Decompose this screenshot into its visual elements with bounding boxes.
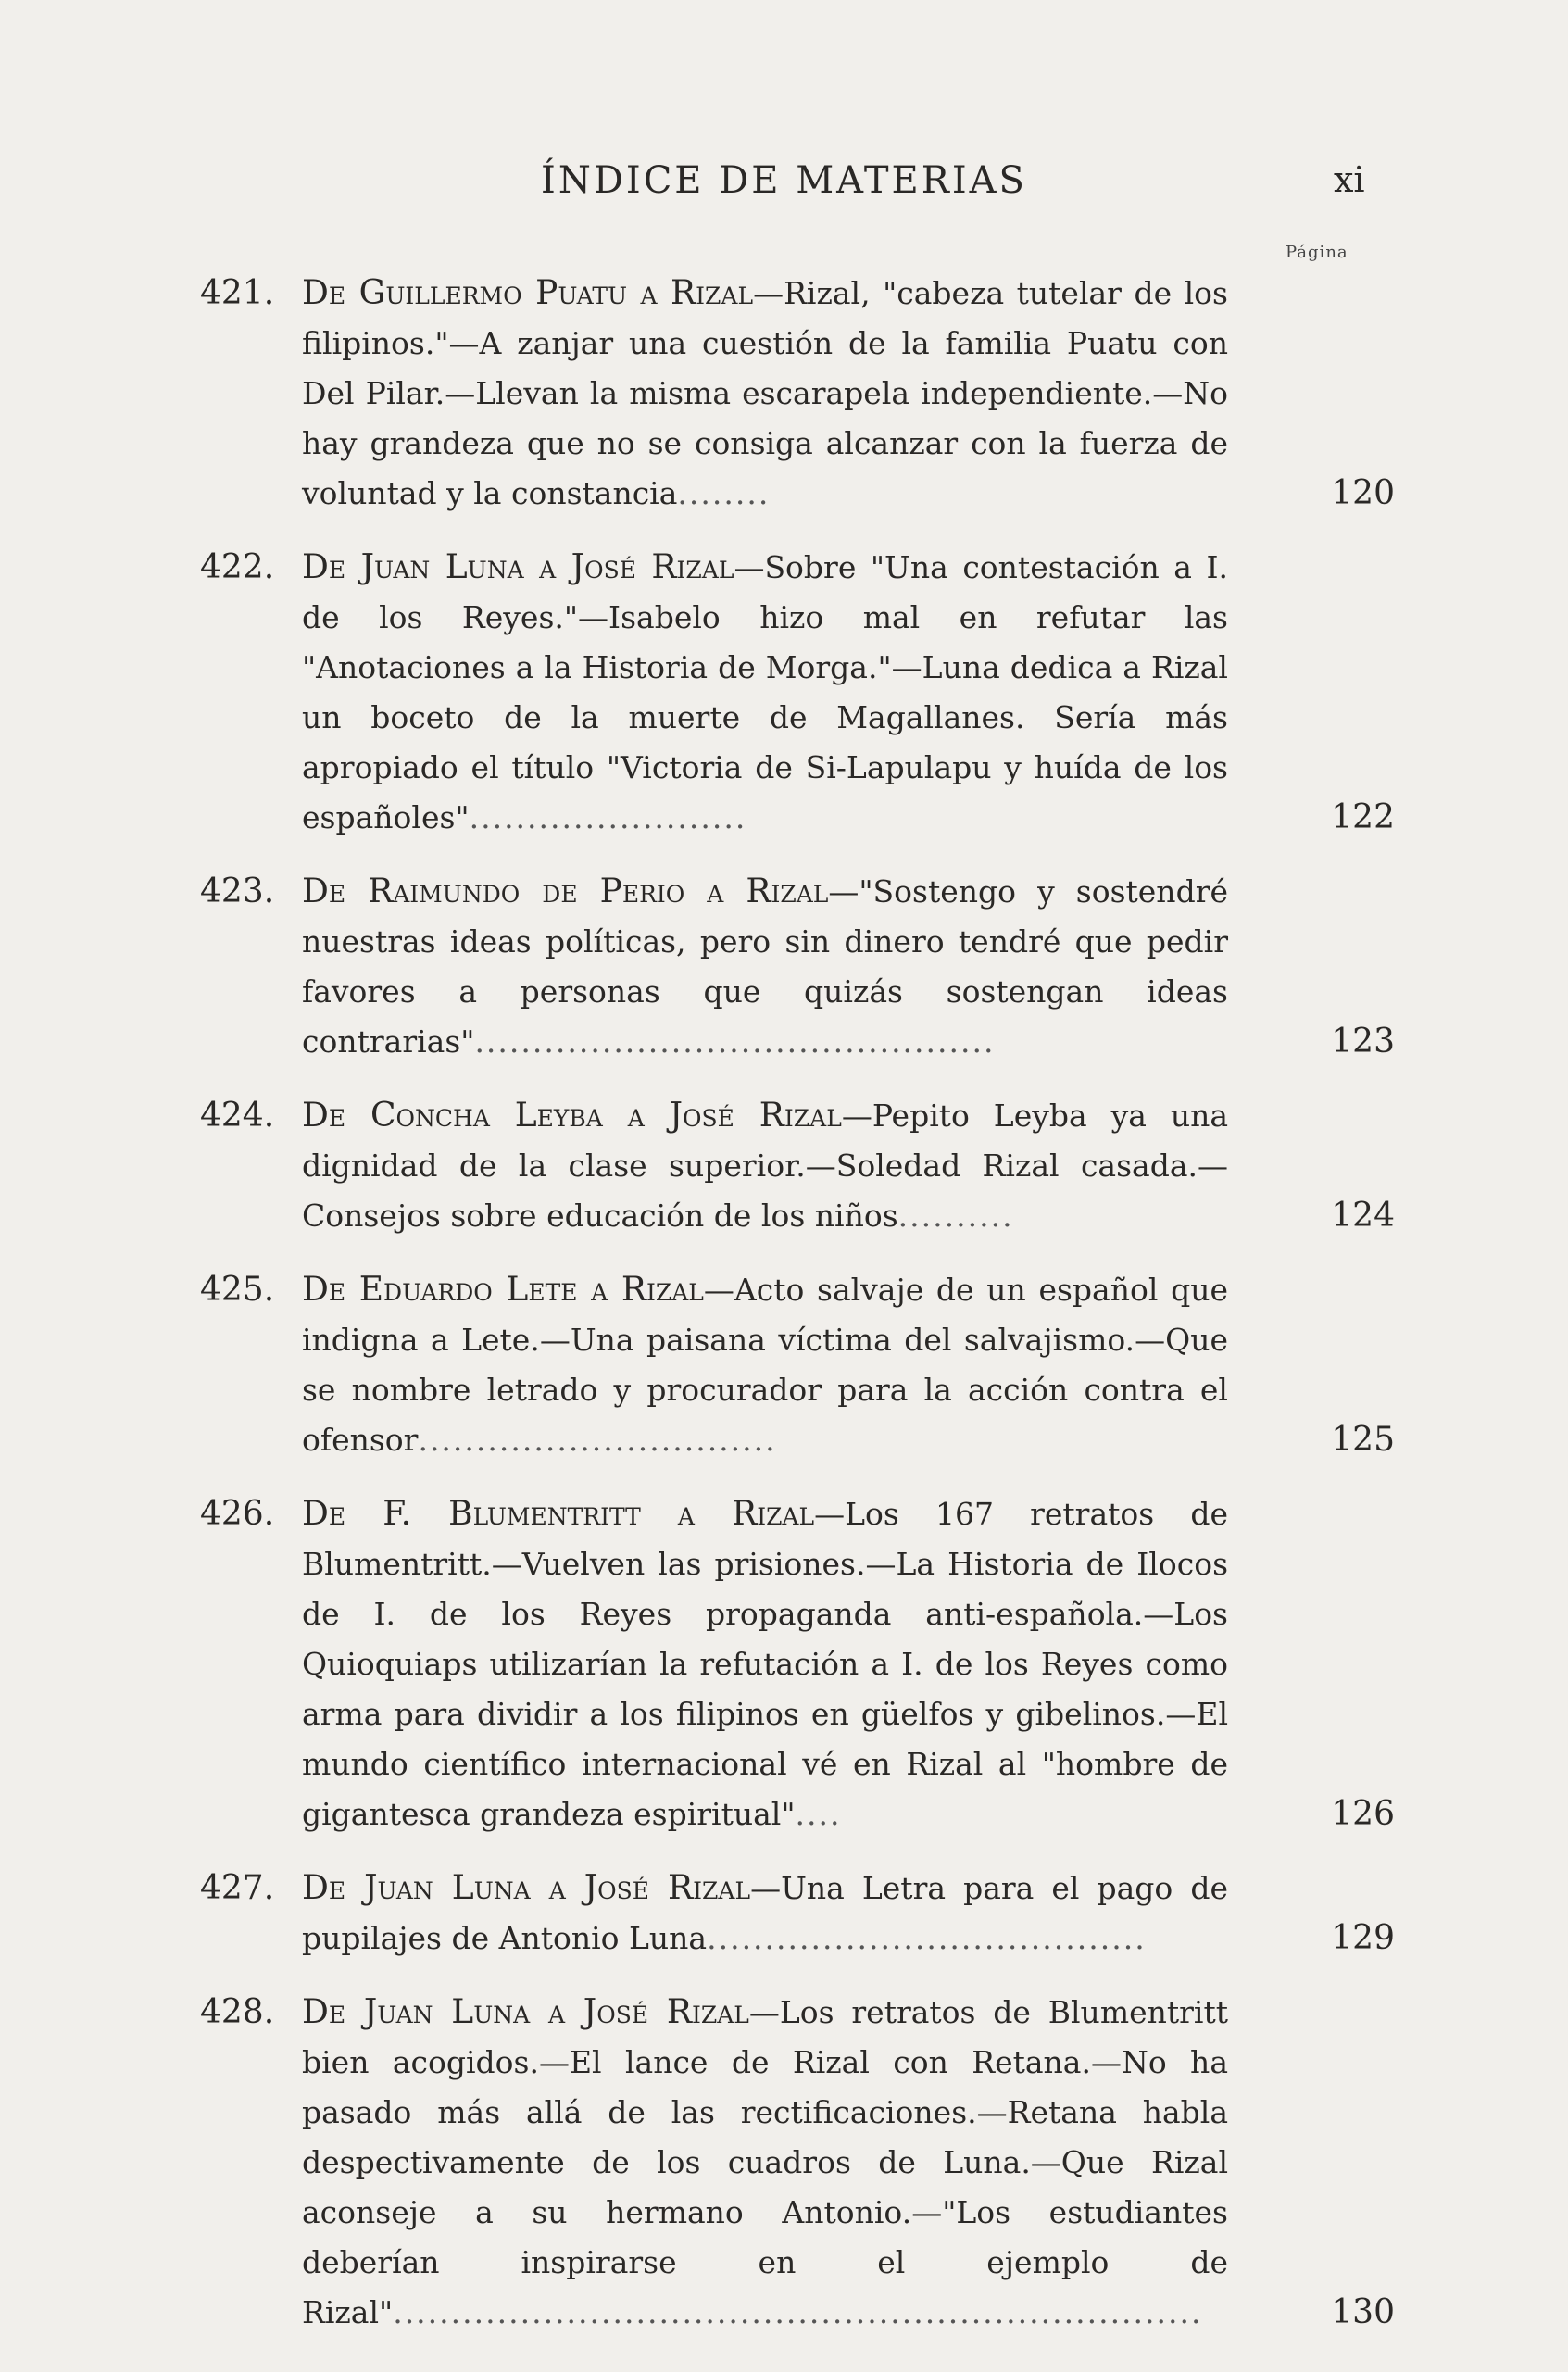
entry-text — [302, 1265, 1228, 1465]
entry-title: De Juan Luna a José Rizal — [302, 548, 734, 586]
pagina-column-label: Página — [1286, 243, 1348, 262]
dot-leader: .......... — [897, 1198, 1014, 1234]
entry-page-number: 120 — [1331, 474, 1395, 512]
index-entry — [200, 1988, 1395, 2338]
entry-text — [302, 269, 1228, 519]
index-entry — [200, 269, 1395, 519]
dot-leader: .... — [795, 1796, 842, 1832]
entry-number: 426. — [200, 1495, 275, 1533]
dot-leader: ...................................................................... — [393, 2294, 1203, 2330]
entry-number: 421. — [200, 274, 275, 312]
entry-text — [302, 543, 1228, 843]
page-folio: xi — [1334, 159, 1365, 200]
entry-page-number: 129 — [1331, 1919, 1395, 1957]
entry-page-number: 123 — [1331, 1023, 1395, 1060]
entry-title: De Guillermo Puatu a Rizal — [302, 274, 754, 312]
entry-number: 422. — [200, 548, 275, 586]
entry-number: 424. — [200, 1097, 275, 1135]
entry-page-number: 124 — [1331, 1197, 1395, 1235]
index-entries — [200, 269, 1395, 2362]
entry-summary: —Una Letra para el pago de pupilajes de Antonio Luna — [302, 1870, 1229, 1956]
entry-page-number: 126 — [1331, 1795, 1395, 1833]
index-entry — [200, 1864, 1395, 1964]
entry-text — [302, 1864, 1228, 1964]
entry-page-number: 122 — [1331, 798, 1395, 836]
entry-page-number: 130 — [1331, 2293, 1395, 2331]
dot-leader: ........................ — [469, 799, 747, 835]
index-entry — [200, 1489, 1395, 1839]
entry-summary: —Rizal, "cabeza tutelar de los filipinos."—A zanjar una cuestión de la familia Puatu con Del Pilar.—Llevan la misma escarapela independiente.—No hay grandeza que no se consiga alcanzar con la fuerza de voluntad y la constancia — [302, 275, 1228, 511]
index-entry — [200, 543, 1395, 843]
dot-leader: ............................... — [418, 1422, 777, 1458]
dot-leader: ............................................. — [474, 1023, 996, 1060]
dot-leader: ........ — [677, 475, 771, 511]
entry-title: De Raimundo de Perio a Rizal — [302, 872, 829, 910]
running-head: ÍNDICE DE MATERIAS — [541, 159, 1027, 202]
entry-summary: —"Sostengo y sostendré nuestras ideas políticas, pero sin dinero tendré que pedir favores a personas que quizás sostengan ideas contrarias" — [302, 873, 1228, 1060]
entry-number: 423. — [200, 872, 275, 910]
entry-page-number: 125 — [1331, 1421, 1395, 1459]
index-entry — [200, 1091, 1395, 1241]
entry-summary: —Sobre "Una contestación a I. de los Reyes."—Isabelo hizo mal en refutar las "Anotaciones a la Historia de Morga."—Luna dedica a Rizal un boceto de la muerte de Magallanes. Sería más apropiado el título "Victoria de Si-Lapulapu y huída de los españoles" — [302, 549, 1229, 835]
entry-summary: —Los retratos de Blumentritt bien acogidos.—El lance de Rizal con Retana.—No ha pasado más allá de las rectificaciones.—Retana habla despectivamente de los cuadros de Luna.—Que Rizal aconseje a su hermano Antonio.—"Los estudiantes deberían inspirarse en el ejemplo de Rizal" — [302, 1994, 1228, 2330]
index-entry — [200, 1265, 1395, 1465]
dot-leader: ...................................... — [707, 1920, 1147, 1956]
entry-title: De F. Blumentritt a Rizal — [302, 1495, 815, 1533]
entry-text — [302, 1489, 1228, 1839]
entry-text — [302, 1091, 1228, 1241]
entry-text — [302, 1988, 1228, 2338]
entry-text — [302, 867, 1228, 1067]
entry-title: De Concha Leyba a José Rizal — [302, 1097, 842, 1135]
entry-title: De Eduardo Lete a Rizal — [302, 1271, 704, 1309]
entry-title: De Juan Luna a José Rizal — [302, 1993, 749, 2031]
entry-number: 425. — [200, 1271, 275, 1309]
entry-summary: —Pepito Leyba ya una dignidad de la clase superior.—Soledad Rizal casada.—Consejos sobre educación de los niños — [302, 1098, 1228, 1234]
index-entry — [200, 867, 1395, 1067]
entry-summary: —Los 167 retratos de Blumentritt.—Vuelven las prisiones.—La Historia de Ilocos de I. de los Reyes propaganda anti-española.—Los Quioquiaps utilizarían la refutación a I. de los Reyes como arma para dividir a los filipinos en güelfos y gibelinos.—El mundo científico internacional vé en Rizal al "hombre de gigantesca grandeza espiritual" — [302, 1496, 1228, 1832]
entry-number: 427. — [200, 1869, 275, 1907]
entry-number: 428. — [200, 1993, 275, 2031]
entry-title: De Juan Luna a José Rizal — [302, 1869, 751, 1907]
entry-summary: —Acto salvaje de un español que indigna a Lete.—Una paisana víctima del salvajismo.—Que se nombre letrado y procurador para la acción contra el ofensor — [302, 1272, 1229, 1458]
